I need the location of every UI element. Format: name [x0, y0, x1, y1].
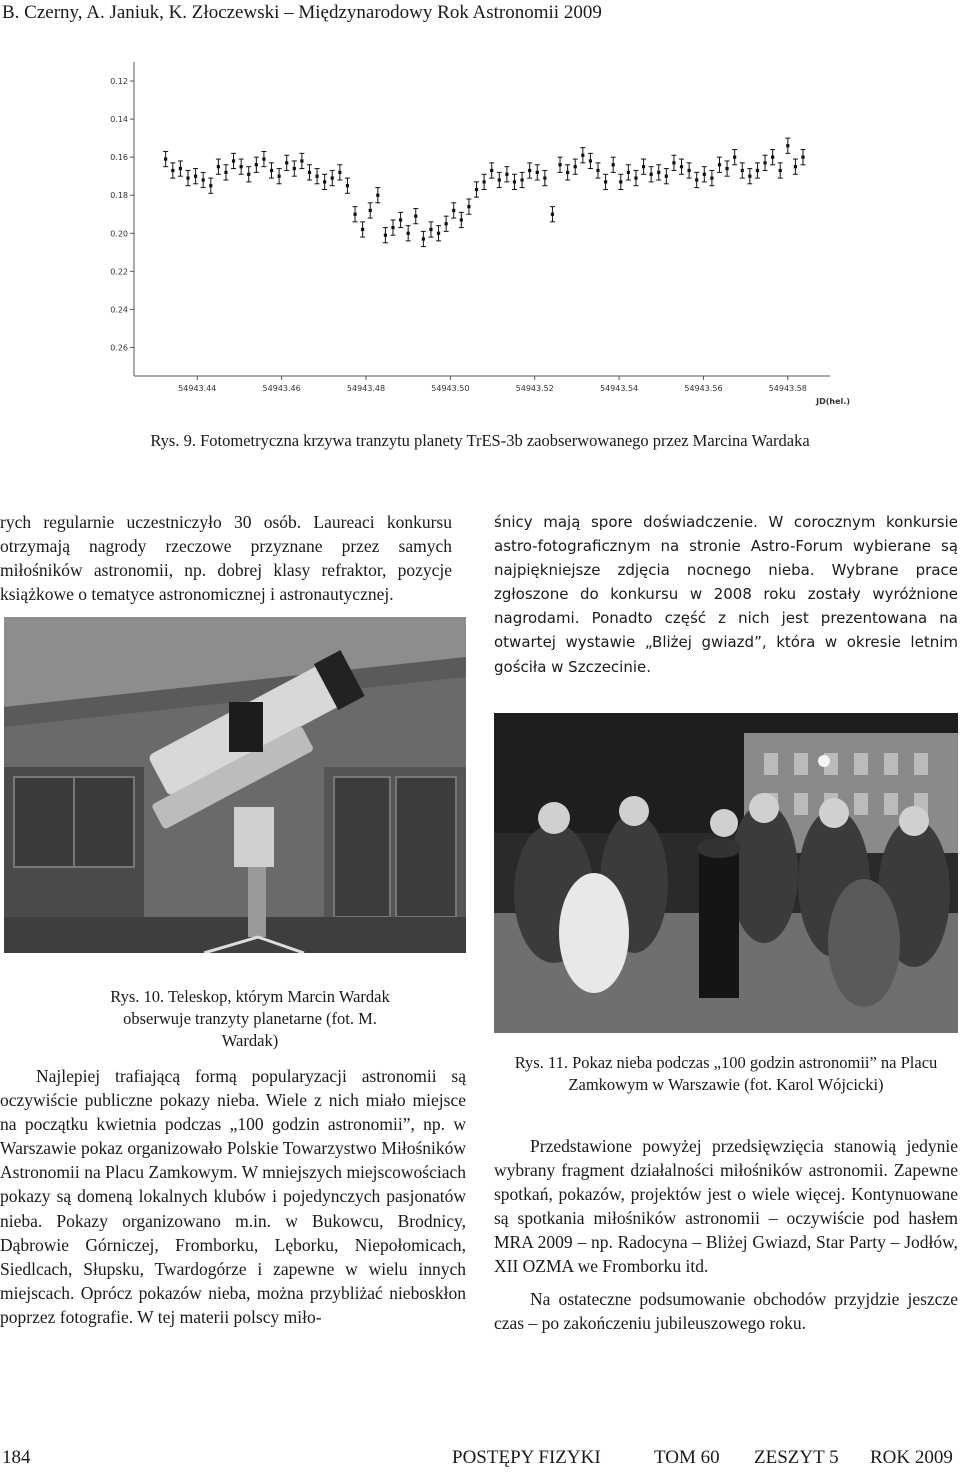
data-point	[756, 169, 759, 172]
data-point	[338, 171, 341, 174]
data-point	[634, 176, 637, 179]
data-point	[642, 165, 645, 168]
data-point	[224, 171, 227, 174]
data-point	[703, 173, 706, 176]
data-point	[376, 194, 379, 197]
y-tick-label: 0.26	[110, 343, 128, 353]
data-point	[346, 184, 349, 187]
data-point	[725, 167, 728, 170]
data-point	[270, 169, 273, 172]
data-point	[483, 180, 486, 183]
data-point	[718, 163, 721, 166]
data-point	[323, 180, 326, 183]
data-point	[680, 165, 683, 168]
data-point	[710, 176, 713, 179]
y-tick-label: 0.14	[110, 115, 128, 125]
light-curve-chart	[108, 54, 858, 410]
figure10-caption: Rys. 10. Teleskop, którym Marcin Wardak obserwuje tranzyty planetarne (fot. M. Wardak)	[110, 987, 390, 1050]
footer-issue: ZESZYT 5	[754, 1447, 839, 1468]
data-point	[520, 178, 523, 181]
data-point	[407, 232, 410, 235]
x-tick-label: 54943.56	[684, 384, 723, 393]
data-point	[695, 178, 698, 181]
data-point	[300, 159, 303, 162]
data-point	[164, 157, 167, 160]
right-bottom-paragraph-2: Na ostateczne podsumowanie obchodów przyjdzie jeszcze czas – po zakończeniu jubileuszowego roku.	[494, 1288, 958, 1333]
data-point	[551, 213, 554, 216]
right-column-top-text	[494, 510, 958, 679]
data-point	[786, 144, 789, 147]
data-point	[650, 173, 653, 176]
data-point	[604, 180, 607, 183]
data-point	[801, 156, 804, 159]
telescope-photo	[4, 617, 466, 953]
data-point	[179, 167, 182, 170]
data-point	[490, 169, 493, 172]
data-point	[437, 232, 440, 235]
data-point	[391, 226, 394, 229]
y-tick-label: 0.18	[110, 191, 128, 201]
right-column-bottom-text	[494, 1134, 958, 1335]
data-point	[429, 228, 432, 231]
data-point	[422, 237, 425, 240]
data-point	[536, 171, 539, 174]
y-tick-label: 0.12	[110, 77, 128, 87]
data-point	[285, 161, 288, 164]
data-point	[247, 173, 250, 176]
data-point	[255, 163, 258, 166]
y-tick-label: 0.22	[110, 267, 128, 277]
x-tick-label: 54943.44	[178, 384, 217, 393]
left-top-paragraph: rych regularnie uczestniczyło 30 osób. Laureaci konkursu otrzymają nagrody rzeczowe przyznane przez samych miłośników astronomii, np. dobrej klasy refraktor, pozycje książkowe o tematyce astronomicznej i astronautycznej.	[0, 512, 452, 605]
x-tick-label: 54943.54	[600, 384, 639, 393]
y-tick-label: 0.16	[110, 153, 128, 163]
data-point	[353, 213, 356, 216]
x-tick-label: 54943.46	[262, 384, 301, 393]
data-point	[293, 167, 296, 170]
left-column-top-text	[0, 510, 452, 606]
data-point	[202, 178, 205, 181]
data-point	[574, 165, 577, 168]
data-point	[475, 188, 478, 191]
data-point	[763, 161, 766, 164]
chart-svg	[108, 54, 858, 410]
footer-journal: POSTĘPY FIZYKI	[452, 1447, 601, 1468]
figure9-caption: Rys. 9. Fotometryczna krzywa tranzytu planety TrES-3b zaobserwowanego przez Marcina Wardaka	[150, 431, 810, 450]
data-point	[452, 209, 455, 212]
data-point	[414, 215, 417, 218]
data-point	[278, 175, 281, 178]
data-point	[240, 165, 243, 168]
x-axis-label: JD(hel.)	[816, 397, 850, 406]
data-point	[627, 171, 630, 174]
running-head: B. Czerny, A. Janiuk, K. Złoczewski – Międzynarodowy Rok Astronomii 2009	[2, 2, 602, 23]
data-point	[498, 178, 501, 181]
night-sky-show-photo	[494, 713, 958, 1033]
data-point	[566, 171, 569, 174]
data-point	[217, 165, 220, 168]
x-tick-label: 54943.52	[515, 384, 554, 393]
y-tick-label: 0.20	[110, 229, 128, 239]
data-point	[733, 156, 736, 159]
x-tick-label: 54943.50	[431, 384, 470, 393]
data-point	[232, 159, 235, 162]
data-point	[688, 169, 691, 172]
data-point	[331, 176, 334, 179]
data-point	[467, 205, 470, 208]
data-point	[619, 180, 622, 183]
data-point	[399, 218, 402, 221]
x-tick-label: 54943.48	[346, 384, 386, 393]
data-point	[505, 173, 508, 176]
footer-volume: TOM 60	[654, 1447, 720, 1468]
x-tick-label: 54943.58	[768, 384, 807, 393]
footer-year: ROK 2009	[870, 1447, 953, 1468]
data-point	[589, 159, 592, 162]
data-point	[262, 157, 265, 160]
right-top-paragraph: śnicy mają spore doświadczenie. W corocznym konkursie astro-fotograficznym na stronie Astro-Forum wybierane są najpiękniejsze zdjęcia nocnego nieba. Wybrane prace zgłoszone do konkursu w 2008 roku zostały wyróżnione nagrodami. Ponadto część z nich jest prezentowana na otwartej wystawie „Bliżej gwiazd”, która w okresie letnim gościła w Szczecinie.	[494, 513, 958, 676]
left-column-bottom-text	[0, 1064, 466, 1329]
data-point	[771, 156, 774, 159]
data-point	[369, 209, 372, 212]
data-point	[460, 218, 463, 221]
data-point	[596, 169, 599, 172]
left-bottom-paragraph: Najlepiej trafiającą formą popularyzacji astronomii są oczywiście publiczne pokazy nieba. Wiele z nich miało miejsce na początku kwietnia podczas „100 godzin astronomii”, np. w Warszawie pokaz organizowało Polskie Towarzystwo Miłośników Astronomii na Placu Zamkowym. W mniejszych miejscowościach pokazy są domeną lokalnych klubów i pojedynczych pasjonatów nieba. Pokazy organizowano m.in. w Bukowcu, Brodnicy, Dąbrowie Górniczej, Fromborku, Lęborku, Niepołomicach, Siedlcach, Słupsku, Twardogórze i zapewne w wielu innych miejscach. Oprócz pokazów nieba, można przybliżać nieboskłon poprzez fotografie. W tej materii polscy miło-	[0, 1066, 466, 1327]
data-point	[543, 176, 546, 179]
data-point	[741, 169, 744, 172]
data-point	[209, 184, 212, 187]
y-tick-label: 0.24	[110, 305, 128, 315]
data-point	[171, 169, 174, 172]
data-point	[186, 176, 189, 179]
data-point	[361, 228, 364, 231]
data-point	[665, 175, 668, 178]
data-point	[445, 222, 448, 225]
data-point	[528, 169, 531, 172]
data-point	[194, 175, 197, 178]
data-point	[612, 163, 615, 166]
page-number: 184	[2, 1447, 31, 1468]
data-point	[794, 165, 797, 168]
data-point	[513, 180, 516, 183]
data-point	[384, 234, 387, 237]
data-point	[558, 163, 561, 166]
figure11-caption: Rys. 11. Pokaz nieba podczas „100 godzin astronomii” na Placu Zamkowym w Warszawie (fot. Karol Wójcicki)	[514, 1053, 938, 1094]
data-point	[748, 175, 751, 178]
data-point	[581, 154, 584, 157]
data-point	[308, 171, 311, 174]
right-bottom-paragraph-1: Przedstawione powyżej przedsięwzięcia stanowią jedynie wybrany fragment działalności miłośników astronomii. Zapewne spotkań, pokazów, projektów jest o wiele więcej. Kontynuowane są spotkania miłośników astronomii – oczywiście pod hasłem MRA 2009 – np. Radocyna – Bliżej Gwiazd, Star Party – Jodłów, XII OZMA we Fromborku itd.	[494, 1136, 958, 1277]
data-point	[779, 169, 782, 172]
data-point	[657, 171, 660, 174]
data-point	[315, 175, 318, 178]
data-point	[672, 161, 675, 164]
